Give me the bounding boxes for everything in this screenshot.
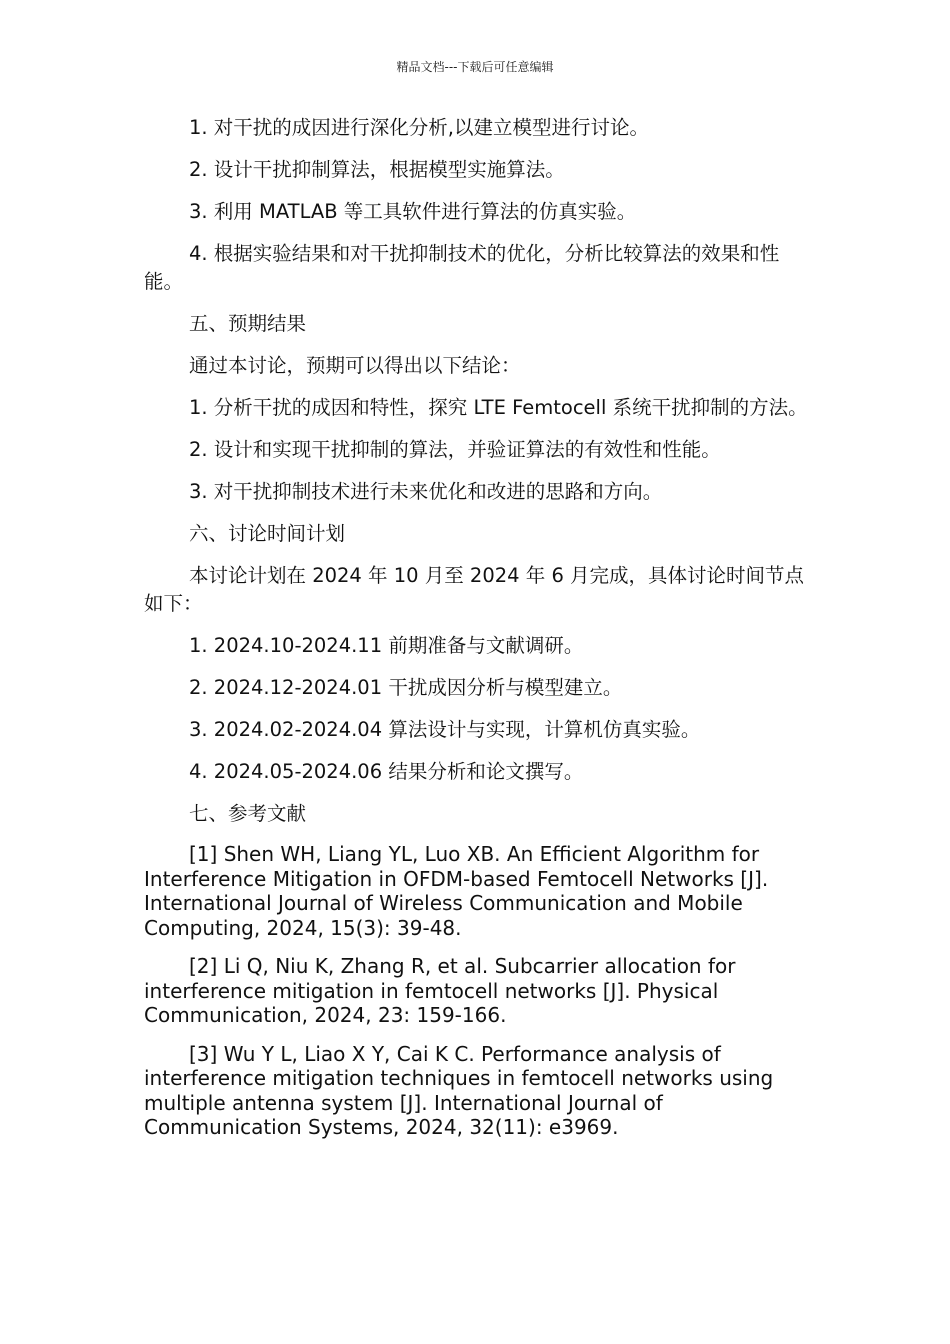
- list-item-result-1: 1. 分析干扰的成因和特性，探究 LTE Femtocell 系统干扰抑制的方法。: [189, 396, 808, 419]
- section-heading-schedule: 六、讨论时间计划: [189, 522, 346, 545]
- reference-3: [3] Wu Y L, Liao X Y, Cai K C. Performance analysis of interference mitigation techniques in femtocell networks using multiple antenna system [J]. International Journal of Communication Systems, 2024, 32(11): e3969.: [144, 1041, 774, 1139]
- document-body: [144, 114, 809, 1154]
- schedule-intro: 本讨论计划在 2024 年 10 月至 2024 年 6 月完成，具体讨论时间节点如下：: [144, 564, 805, 615]
- list-item-result-2: 2. 设计和实现干扰抑制的算法，并验证算法的有效性和性能。: [189, 438, 721, 461]
- expected-results-intro: 通过本讨论，预期可以得出以下结论：: [189, 354, 521, 377]
- list-item-research-2: 2. 设计干扰抑制算法，根据模型实施算法。: [189, 158, 565, 181]
- section-heading-expected-results: 五、预期结果: [189, 312, 307, 335]
- page-header: 精品文档---下载后可任意编辑: [396, 60, 554, 74]
- reference-2: [2] Li Q, Niu K, Zhang R, et al. Subcarrier allocation for interference mitigation in femtocell networks [J]. Physical Communication, 2024, 23: 159-166.: [144, 954, 736, 1027]
- list-item-schedule-4: 4. 2024.05-2024.06 结果分析和论文撰写。: [189, 760, 584, 783]
- list-item-research-1: 1. 对干扰的成因进行深化分析,以建立模型进行讨论。: [189, 116, 650, 139]
- list-item-schedule-1: 1. 2024.10-2024.11 前期准备与文献调研。: [189, 634, 584, 657]
- list-item-research-3: 3. 利用 MATLAB 等工具软件进行算法的仿真实验。: [189, 200, 637, 223]
- list-item-schedule-2: 2. 2024.12-2024.01 干扰成因分析与模型建立。: [189, 676, 623, 699]
- list-item-result-3: 3. 对干扰抑制技术进行未来优化和改进的思路和方向。: [189, 480, 663, 503]
- reference-1: [1] Shen WH, Liang YL, Luo XB. An Efficient Algorithm for Interference Mitigation in OFDM-based Femtocell Networks [J]. International Journal of Wireless Communication and Mobile Computing, 2024, 15(3): 39-48.: [144, 842, 769, 940]
- section-heading-references: 七、参考文献: [189, 802, 307, 825]
- list-item-research-4: 4. 根据实验结果和对干扰抑制技术的优化，分析比较算法的效果和性能。: [144, 242, 780, 293]
- list-item-schedule-3: 3. 2024.02-2024.04 算法设计与实现，计算机仿真实验。: [189, 718, 701, 741]
